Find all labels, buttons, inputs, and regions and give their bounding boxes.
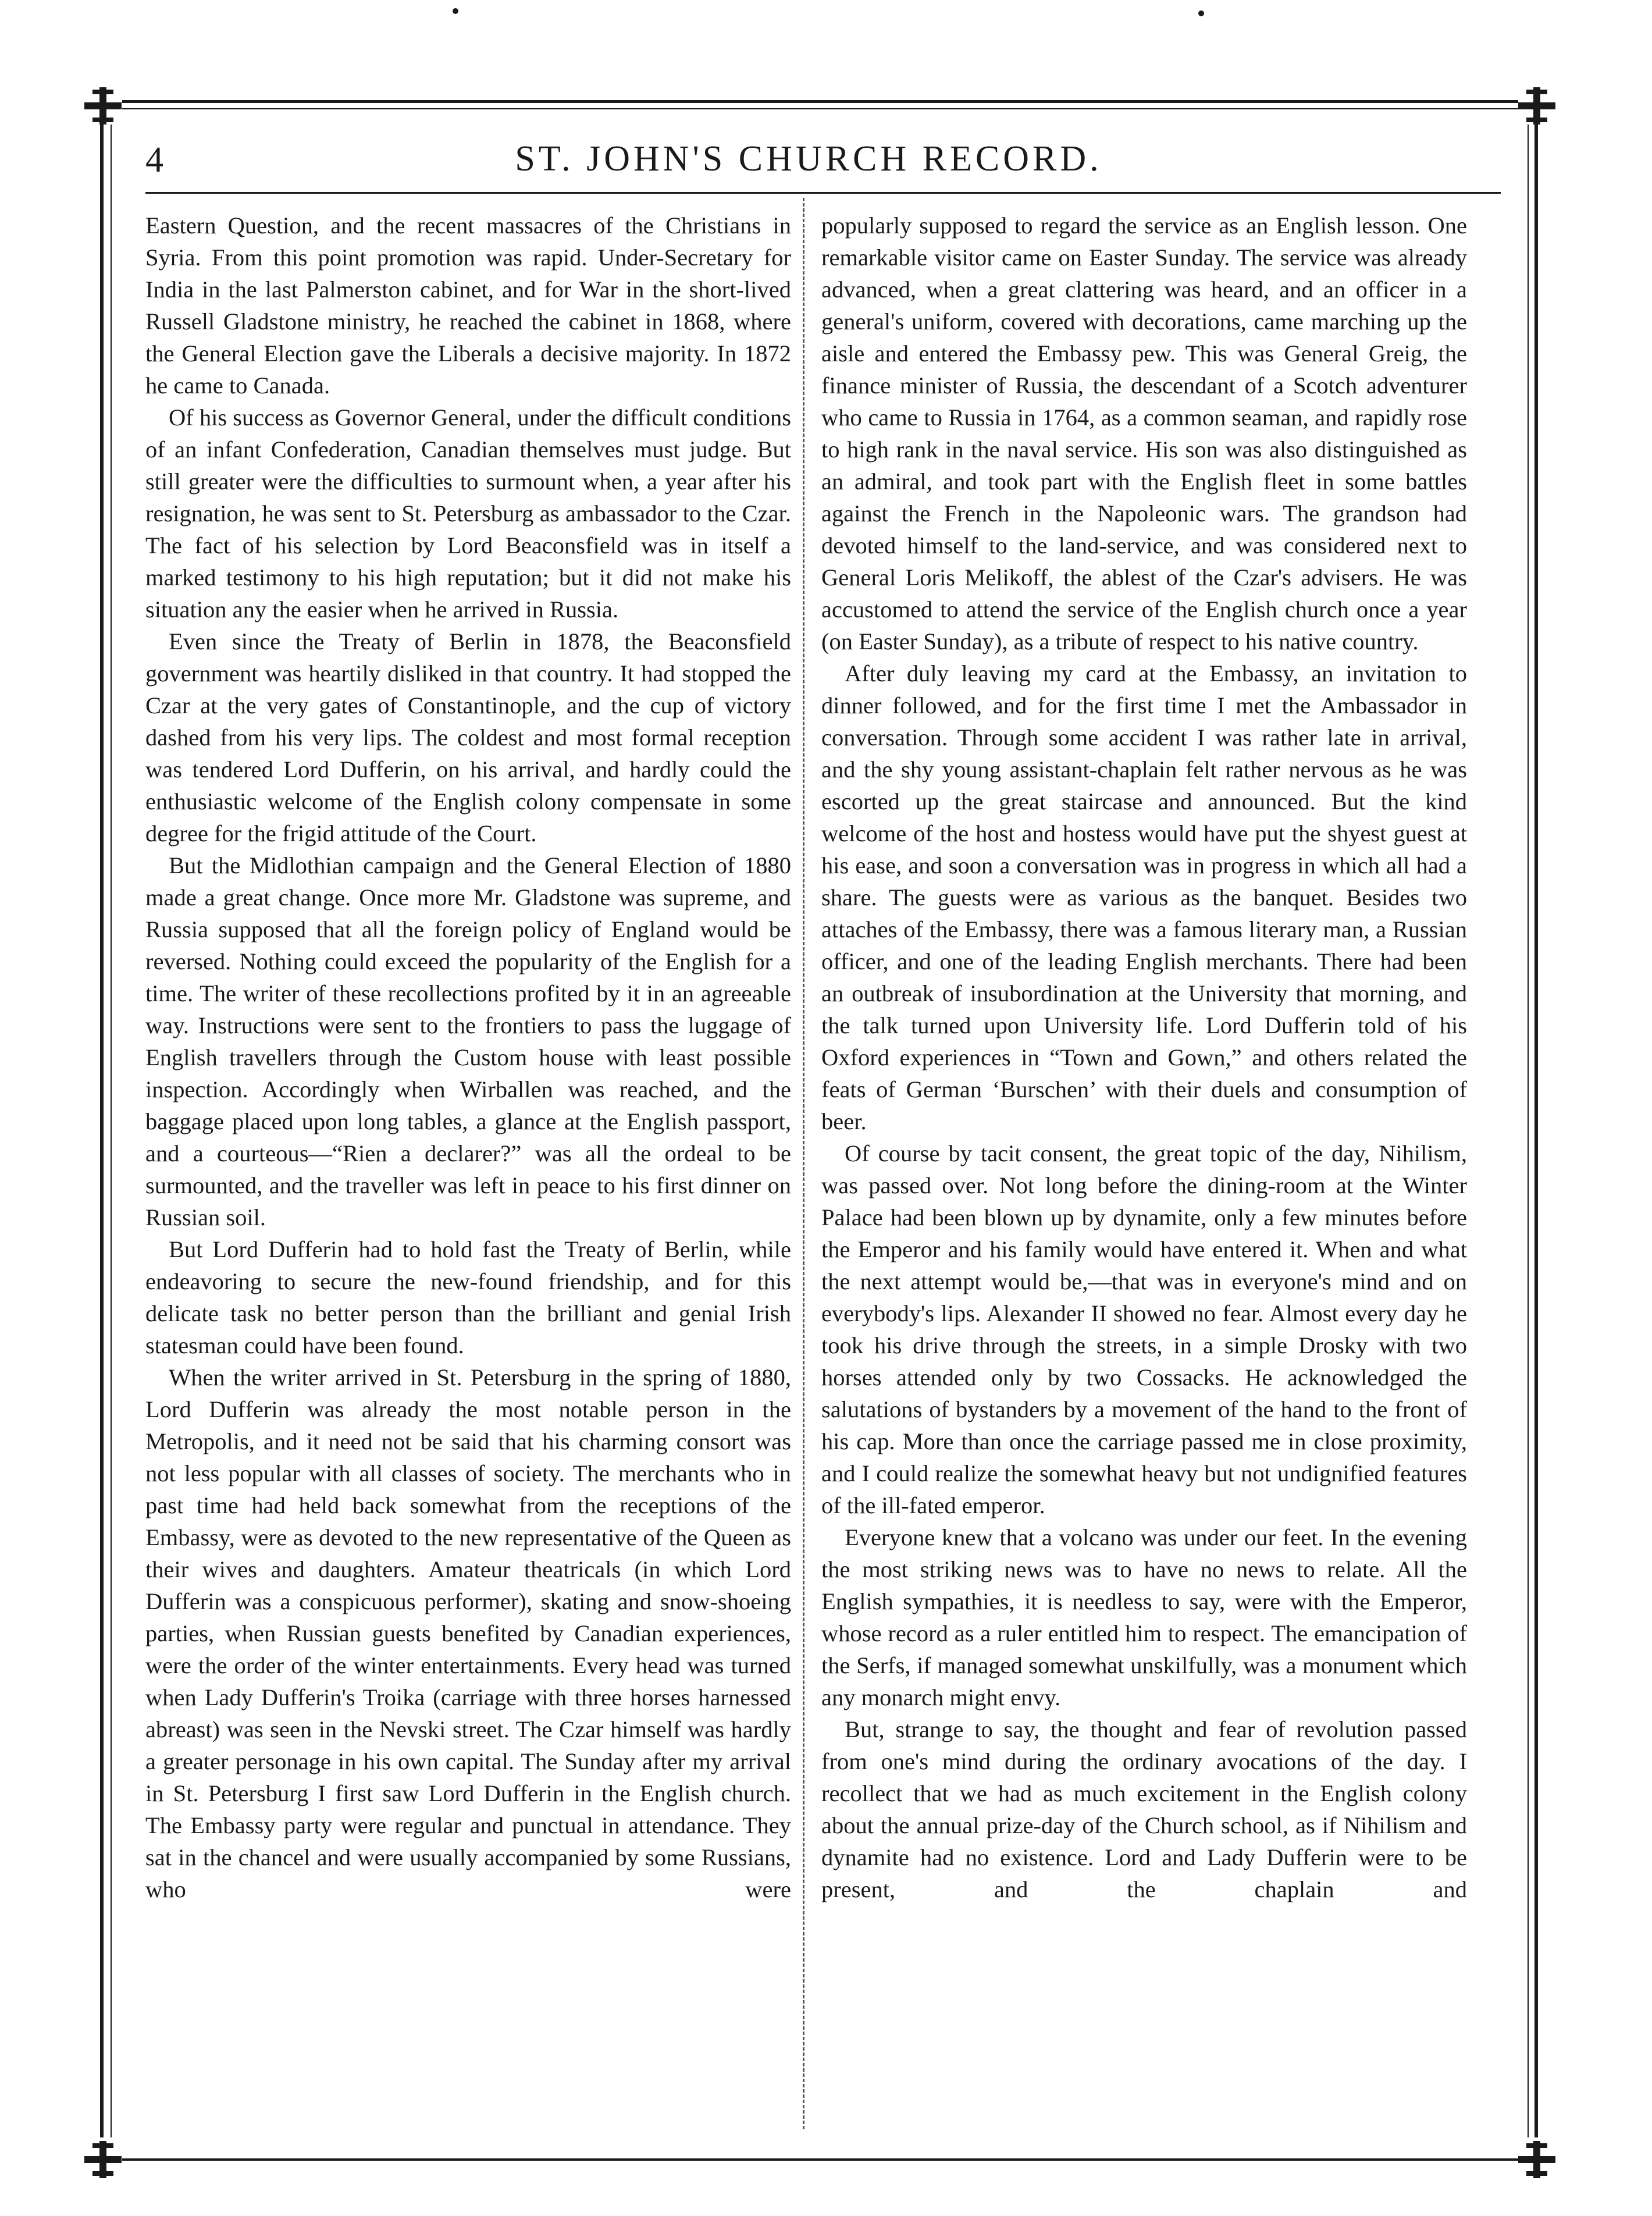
masthead-title: ST. JOHN'S CHURCH RECORD. <box>515 139 1102 179</box>
left-paragraph-6: When the writer arrived in St. Petersburg in the spring of 1880, Lord Dufferin was already the most notable person in the Metropolis, and it need not be said that his charming consort was not less popular with all classes of society. The merchants who in past time had held back somewhat from the receptions of the Embassy, were as devoted to the new representative of the Queen as their wives and daughters. Amateur theatricals (in which Lord Dufferin was a conspicuous performer), skating and snow-shoeing parties, when Russian guests benefited by Canadian experiences, were the order of the winter entertainments. Every head was turned when Lady Dufferin's Troika (carriage with three horses harnessed abreast) was seen in the Nevski street. The Czar himself was hardly a greater personage in his own capital. The Sunday after my arrival in St. Petersburg I first saw Lord Dufferin in the English church. The Embassy party were regular and punctual in attendance. They sat in the chancel and were usually accompanied by some Russians, who were <box>145 1364 791 1902</box>
top-speck-left <box>453 8 458 14</box>
left-paragraph-2: Of his success as Governor General, under the difficult conditions of an infant Confederation, Canadian themselves must judge. But still greater were the difficulties to surmount when, a year after his resignation, he was sent to St. Petersburg as ambassador to the Czar. The fact of his selection by Lord Beaconsfield was in itself a marked testimony to his high reputation; but it did not make his situation any the easier when he arrived in Russia. <box>145 404 791 623</box>
top-border-rule <box>122 100 1518 103</box>
bottom-border-rule <box>122 2158 1518 2161</box>
left-paragraph-4: But the Midlothian campaign and the General Election of 1880 made a great change. Once more Mr. Gladstone was supreme, and Russia supposed that all the foreign policy of England would be reversed. Nothing could exceed the popularity of the English for a time. The writer of these recollections profited by it in an agreeable way. Instructions were sent to the frontiers to pass the luggage of English travellers through the Custom house with least possible inspection. Accordingly when Wirballen was reached, and the baggage placed upon long tables, a glance at the English passport, and a courteous—“Rien a declarer?” was all the ordeal to be surmounted, and the traveller was left in peace to his first dinner on Russian soil. <box>145 852 791 1230</box>
left-paragraph-3: Even since the Treaty of Berlin in 1878, the Beaconsfield government was heartily disliked in that country. It had stopped the Czar at the very gates of Constantinople, and the cup of victory dashed from his very lips. The coldest and most formal reception was tendered Lord Dufferin, on his arrival, and hardly could the enthusiastic welcome of the English colony compensate in some degree for the frigid attitude of the Court. <box>145 628 791 846</box>
corner-cross-top-right-icon <box>1518 87 1555 125</box>
left-paragraph-1: Eastern Question, and the recent massacres of the Christians in Syria. From this point promotion was rapid. Under-Secretary for India in the last Palmerston cabinet, and for War in the short-lived Russell Gladstone ministry, he reached the cabinet in 1868, where the General Election gave the Liberals a decisive majority. In 1872 he came to Canada. <box>145 212 791 399</box>
corner-cross-bottom-left-icon <box>84 2141 122 2178</box>
page-number: 4 <box>145 140 163 180</box>
right-paragraph-4: Everyone knew that a volcano was under our feet. In the evening the most striking news was to have no news to relate. All the English sympathies, it is needless to say, were with the Emperor, whose record as a ruler entitled him to respect. The emancipation of the Serfs, if managed somewhat unskilfully, was a monument which any monarch might envy. <box>821 1524 1467 1710</box>
right-column <box>821 209 1467 1905</box>
corner-cross-bottom-right-icon <box>1518 2141 1555 2178</box>
header-underline <box>145 192 1501 194</box>
right-paragraph-1: popularly supposed to regard the service as an English lesson. One remarkable visitor came on Easter Sunday. The service was already advanced, when a great clattering was heard, and an officer in a general's uniform, covered with decorations, came marching up the aisle and entered the Embassy pew. This was General Greig, the finance minister of Russia, the descendant of a Scotch adventurer who came to Russia in 1764, as a common seaman, and rapidly rose to high rank in the naval service. His son was also distinguished as an admiral, and took part with the English fleet in some battles against the French in the Napoleonic wars. The grandson had devoted himself to the land-service, and was considered next to General Loris Melikoff, the ablest of the Czar's advisers. He was accustomed to attend the service of the English church once a year (on Easter Sunday), as a tribute of respect to his native country. <box>821 212 1467 655</box>
right-paragraph-3: Of course by tacit consent, the great topic of the day, Nihilism, was passed over. Not long before the dining-room at the Winter Palace had been blown up by dynamite, only a few minutes before the Emperor and his family would have entered it. When and what the next attempt would be,—that was in everyone's mind and on everybody's lips. Alexander II showed no fear. Almost every day he took his drive through the streets, in a simple Drosky with two horses attended only by two Cossacks. He acknowledged the salutations of bystanders by a movement of the hand to the front of his cap. More than once the carriage passed me in close proximity, and I could realize the somewhat heavy but not undignified features of the ill-fated emperor. <box>821 1140 1467 1518</box>
left-paragraph-5: But Lord Dufferin had to hold fast the Treaty of Berlin, while endeavoring to secure the new-found friendship, and for this delicate task no better person than the brilliant and genial Irish statesman could have been found. <box>145 1236 791 1358</box>
corner-cross-top-left-icon <box>84 87 122 125</box>
left-border-line-inner <box>111 125 112 2137</box>
top-speck-right <box>1198 10 1204 16</box>
right-paragraph-2: After duly leaving my card at the Embassy, an invitation to dinner followed, and for the first time I met the Ambassador in conversation. Through some accident I was rather late in arrival, and the shy young assistant-chaplain felt rather nervous as he was escorted up the great staircase and announced. But the kind welcome of the host and hostess would have put the shyest guest at his ease, and soon a conversation was in progress in which all had a share. The guests were as various as the banquet. Besides two attaches of the Embassy, there was a famous literary man, a Russian officer, and one of the leading English merchants. There had been an outbreak of insubordination at the University that morning, and the talk turned upon University life. Lord Dufferin told of his Oxford experiences in “Town and Gown,” and others related the feats of German ‘Burschen’ with their duels and consumption of beer. <box>821 660 1467 1134</box>
right-paragraph-5: But, strange to say, the thought and fear of revolution passed from one's mind during the ordinary avocations of the day. I recollect that we had as much excitement in the English colony about the annual prize-day of the Church school, as if Nihilism and dynamite had no existence. Lord and Lady Dufferin were to be present, and the chaplain and <box>821 1716 1467 1902</box>
left-column <box>145 209 791 1905</box>
top-border-rule-inner <box>122 108 1518 109</box>
right-border-line <box>1534 125 1538 2137</box>
right-border-line-inner <box>1528 125 1529 2137</box>
left-border-line <box>100 125 104 2137</box>
column-divider <box>803 198 806 2129</box>
